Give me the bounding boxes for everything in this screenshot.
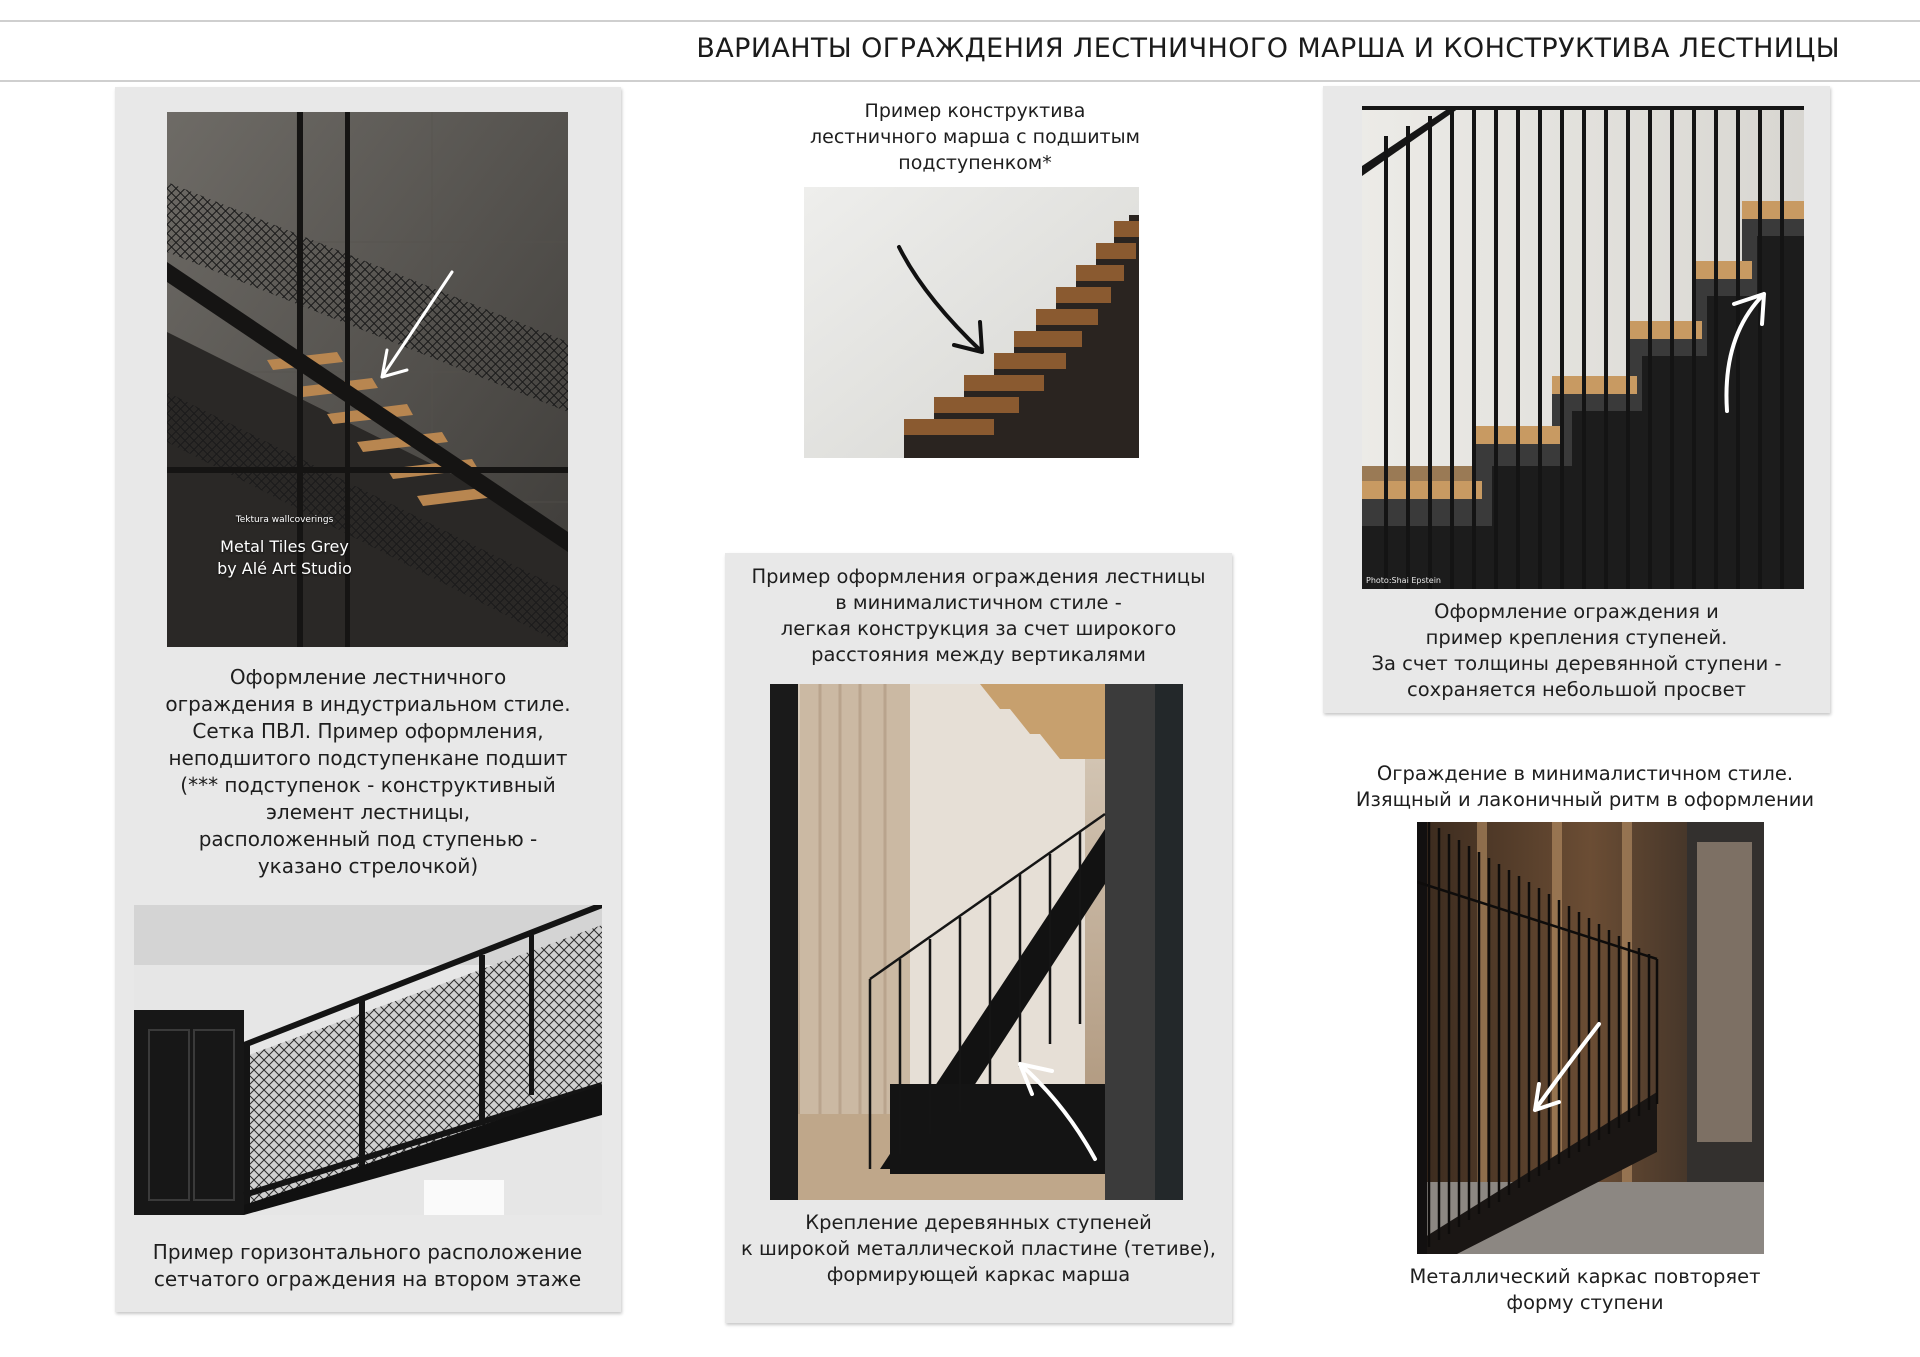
watermark-small: Tektura wallcoverings [235, 515, 334, 525]
minimal-light-photo [770, 684, 1183, 1200]
rhythm-caption-bottom: Металлический каркас повторяет форму ступени [1409, 1265, 1761, 1314]
watermark-line1: Metal Tiles Grey [220, 537, 349, 556]
mesh-horizontal-photo [134, 905, 602, 1215]
minimal-light-caption-top: Пример оформления ограждения лестницы в минималистичном стиле - легкая конструкция за счет широкого расстояния между вертикалями [751, 565, 1206, 666]
mesh-horizontal-caption: Пример горизонтального расположение сетчатого ограждения на втором этаже [152, 1240, 583, 1291]
industrial-caption: Оформление лестничного ограждения в индустриальном стиле. Сетка ПВЛ. Пример оформления, неподшитого подступенкане подшит (*** подступенок - конструктивный элемент лестницы, расположенный под ступенью - указано стрелочкой) [165, 665, 571, 878]
rhythm-caption-top: Ограждение в минималистичном стиле. Изящный и лаконичный ритм в оформлении [1355, 762, 1815, 811]
riser-example-caption: Пример конструктива лестничного марша с подшитым подступенком* [810, 100, 1140, 174]
page-title: ВАРИАНТЫ ОГРАЖДЕНИЯ ЛЕСТНИЧНОГО МАРША И КОНСТРУКТИВА ЛЕСТНИЦЫ [696, 33, 1840, 64]
minimal-light-caption-bottom: Крепление деревянных ступеней к широкой металлической пластине (тетиве), формирующей каркас марша [741, 1211, 1216, 1286]
top-rule [0, 20, 1920, 22]
riser-stair-photo [804, 187, 1139, 458]
thick-tread-caption: Оформление ограждения и пример крепления ступеней. За счет толщины деревянной ступени - сохраняется небольшой просвет [1371, 600, 1782, 701]
watermark-line2: by Alé Art Studio [217, 559, 352, 578]
industrial-stair-photo [167, 112, 568, 647]
photo-credit: Photo:Shai Epstein [1366, 576, 1441, 585]
thick-tread-photo [1362, 106, 1804, 589]
title-underline [0, 80, 1920, 82]
rhythm-photo [1417, 822, 1764, 1254]
